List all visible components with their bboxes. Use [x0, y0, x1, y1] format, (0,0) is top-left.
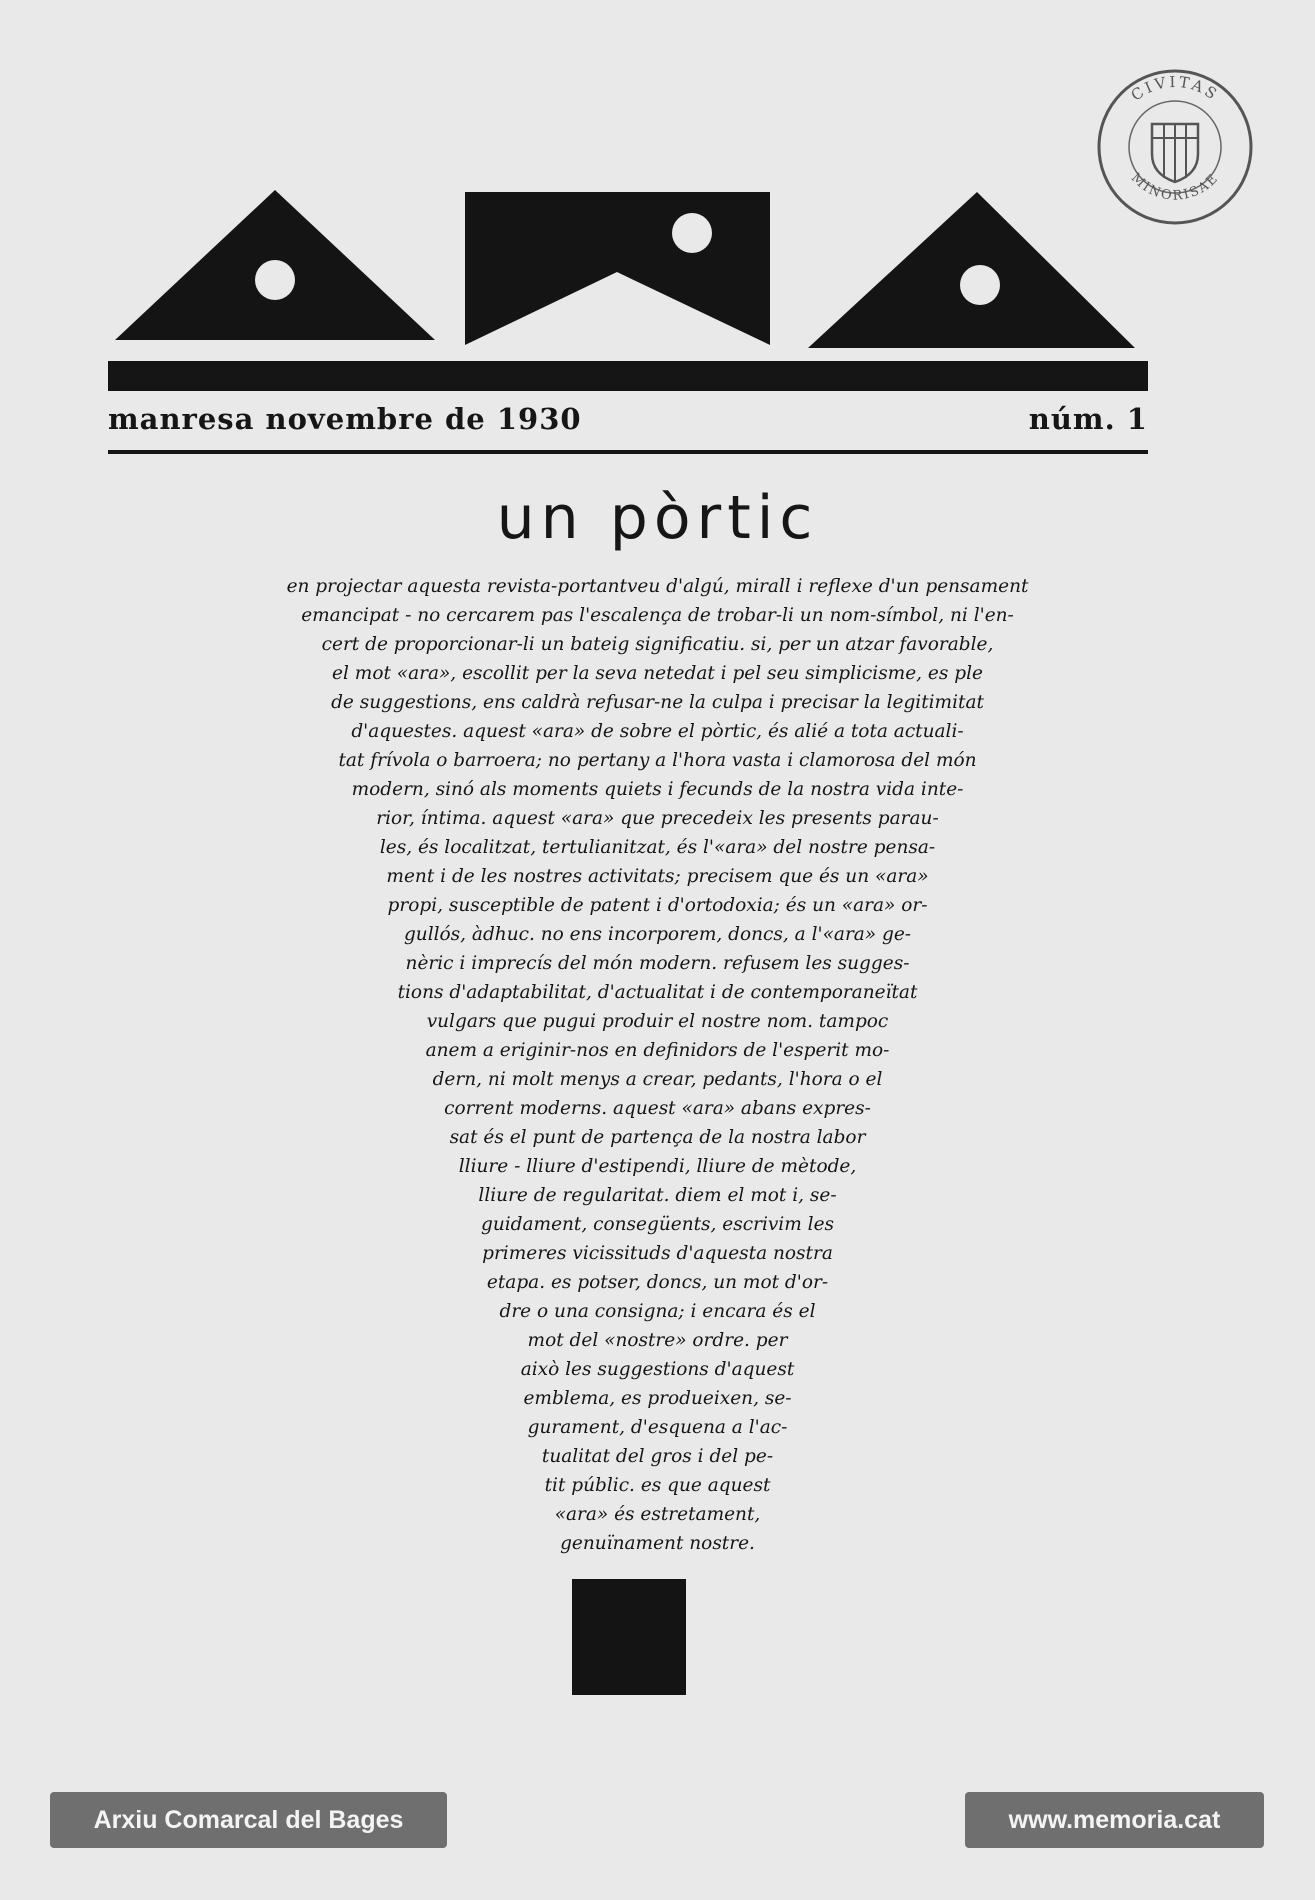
article-body	[0, 572, 1315, 1558]
article-line: vulgars que pugui produir el nostre nom. tampoc	[426, 1011, 889, 1032]
article-line: guidament, consegüents, escrivim les	[480, 1214, 835, 1235]
article-line: de suggestions, ens caldrà refusar-ne la culpa i precisar la legitimitat	[331, 692, 984, 713]
article-line: tualitat del gros i del pe-	[541, 1446, 774, 1467]
website-watermark: www.memoria.cat	[965, 1792, 1264, 1848]
article-line: les, és localitzat, tertulianitzat, és l'«ara» del nostre pensa-	[379, 837, 936, 858]
article-line: corrent moderns. aquest «ara» abans expres-	[444, 1098, 871, 1119]
archive-watermark: Arxiu Comarcal del Bages	[50, 1792, 447, 1848]
article-line: això les suggestions d'aquest	[520, 1359, 795, 1380]
article-line: primeres vicissituds d'aquesta nostra	[482, 1243, 833, 1264]
dateline-text: manresa novembre de 1930	[108, 402, 582, 436]
logo-dot-middle	[672, 213, 712, 253]
logo-dot-left	[255, 260, 295, 300]
article-line: gullós, àdhuc. no ens incorporem, doncs, a l'«ara» ge-	[403, 924, 912, 945]
article-line: lliure - lliure d'estipendi, lliure de mètode,	[458, 1156, 857, 1177]
article-line: dern, ni molt menys a crear, pedants, l'hora o el	[432, 1069, 883, 1090]
article-line: propi, susceptible de patent i d'ortodoxia; és un «ara» or-	[387, 895, 928, 916]
article-line: tit públic. es que aquest	[544, 1475, 771, 1496]
article-line: rior, íntima. aquest «ara» que precedeix les presents parau-	[376, 808, 939, 829]
civitas-seal	[1090, 62, 1260, 232]
article-line: ment i de les nostres activitats; precisem que és un «ara»	[386, 866, 929, 887]
header-divider	[108, 450, 1148, 454]
logo-dot-right	[960, 265, 1000, 305]
article-line: gurament, d'esquena a l'ac-	[527, 1417, 788, 1438]
article-line: emancipat - no cercarem pas l'escalença de trobar-li un nom-símbol, ni l'en-	[301, 605, 1014, 626]
article-line: mot del «nostre» ordre. per	[527, 1330, 788, 1351]
article-line: cert de proporcionar-li un bateig significatiu. si, per un atzar favorable,	[321, 634, 994, 655]
article-line: modern, sinó als moments quiets i fecunds de la nostra vida inte-	[351, 779, 964, 800]
article-line: genuïnament nostre.	[560, 1533, 755, 1554]
article-line: anem a eriginir-nos en definidors de l'esperit mo-	[425, 1040, 890, 1061]
article-line: tat frívola o barroera; no pertany a l'hora vasta i clamorosa del món	[338, 750, 977, 771]
article-line: nèric i imprecís del món modern. refusem les sugges-	[405, 953, 910, 974]
article-title: un pòrtic	[496, 483, 819, 553]
dateline	[108, 398, 1148, 448]
article-line: etapa. es potser, doncs, un mot d'or-	[486, 1272, 829, 1293]
article-line: dre o una consigna; i encara és el	[499, 1301, 816, 1322]
article-line: lliure de regularitat. diem el mot i, se-	[478, 1185, 837, 1206]
closing-square	[572, 1579, 686, 1695]
article-line: emblema, es produeixen, se-	[523, 1388, 792, 1409]
seal-bottom-text: MINORISAE	[1127, 170, 1223, 204]
masthead-rule	[108, 361, 1148, 391]
article-line: en projectar aquesta revista-portantveu d'algú, mirall i reflexe d'un pensament	[286, 576, 1029, 597]
article-line: «ara» és estretament,	[554, 1504, 761, 1525]
article-line: tions d'adaptabilitat, d'actualitat i de contemporaneïtat	[397, 982, 918, 1003]
issue-number: núm. 1	[1028, 402, 1148, 436]
article-line: d'aquestes. aquest «ara» de sobre el pòrtic, és alié a tota actuali-	[351, 721, 964, 742]
logo-letter-r	[465, 192, 770, 345]
article-line: sat és el punt de partença de la nostra labor	[449, 1127, 866, 1148]
seal-top-text: CIVITAS	[1127, 72, 1223, 105]
article-line: el mot «ara», escollit per la seva netedat i pel seu simplicisme, es ple	[332, 663, 983, 684]
